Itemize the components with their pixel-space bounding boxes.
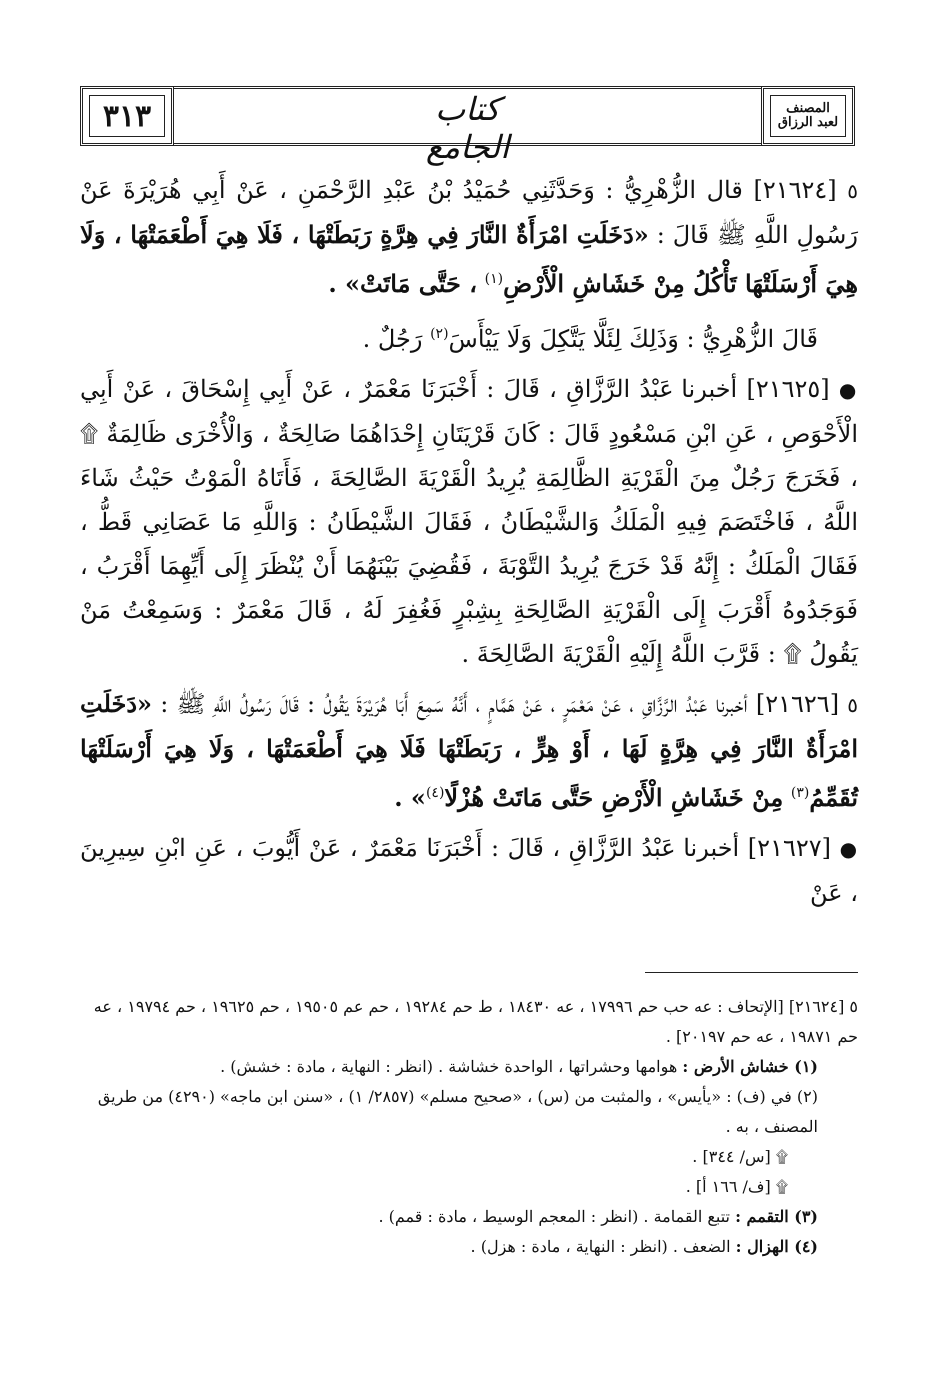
hadith-number: [٢١٦٢٧] — [747, 834, 831, 862]
page-number: ٣١٣ — [102, 98, 152, 134]
page-header — [80, 86, 855, 166]
ithaf-reference: ٥ [٢١٦٢٤] [الإتحاف : عه حب حم ١٧٩٩٦ ، عه ١٨٤٣٠ ، ط حم ١٩٢٨٤ ، حم عم ١٩٥٠٥ ، حم ١٩٦٢٥ ، حم ١٩٧٩٤ ، عه حم ١٩٨٧١ ، عه حم ٢٠١٩٧] . — [93, 997, 858, 1046]
zuhri-comment — [80, 312, 858, 361]
footnote-4 — [80, 1232, 858, 1262]
footnote-2: (٢) في (ف) : «يأيس» ، والمثبت من (س) ، «صحيح مسلم» (٢٨٥٧/ ١) ، «سنن ابن ماجه» (٤٢٩٠) من طريق المصنف ، به . — [97, 1087, 818, 1136]
hadith-21626 — [80, 682, 858, 820]
footnote-ref-1: (١) — [484, 271, 504, 287]
footnote-4-label: (٤) الهزال : — [735, 1237, 818, 1256]
footnote-separator — [645, 972, 858, 973]
author-line-2: لعبد الرزاق — [777, 115, 839, 130]
hadith-matn: «دَخَلَتِ امْرَأَةٌ النَّارَ فِي هِرَّةٍ لَهَا ، أَوْ هِرٍّ ، رَبَطَتْهَا فَلَا هِيَ أَطْعَمَتْهَا ، وَلَا هِيَ أَرْسَلَتْهَا تُقَمِّمُ — [80, 689, 858, 812]
manuscript-ref-2: ۩ [ف/ ١٦٦ أ] . — [685, 1177, 788, 1196]
hadith-matn-end: » . — [394, 783, 426, 812]
footnote-ref-3: (٣) — [790, 785, 810, 801]
page-number-box — [80, 86, 174, 146]
hadith-matn-mid: مِنْ خَشَاشِ الْأَرْضِ حَتَّى مَاتَتْ هُزْلًا — [444, 783, 784, 812]
footnote-ref-4: (٤) — [425, 785, 445, 801]
author-box — [761, 86, 855, 146]
hadith-matn-end: ، حَتَّى مَاتَتْ» . — [328, 269, 477, 298]
hadith-text: أخبرنا عَبْدُ الرَّزَّاقِ ، قَالَ : أَخْبَرَنَا مَعْمَرٌ ، عَنْ أَبِي إِسْحَاقَ ، عَنْ أَبِي الْأَحْوَصِ ، عَنِ ابْنِ مَسْعُودٍ قَالَ : كَانَ قَرْيَتَانِ إِحْدَاهُمَا صَالِحَةٌ ، وَالْأُخْرَى ظَالِمَةٌ ۩ ، فَخَرَجَ رَجُلٌ مِنَ الْقَرْيَةِ الظَّالِمَةِ يُرِيدُ الْقَرْيَةَ الصَّالِحَةَ ، فَأَتَاهُ الْمَوْتُ حَيْثُ شَاءَ اللَّهُ ، فَاخْتَصَمَ فِيهِ الْمَلَكُ وَالشَّيْطَانُ ، فَقَالَ الشَّيْطَانُ : وَاللَّهِ مَا عَصَانِي قَطُّ ، فَقَالَ الْمَلَكُ : إِنَّهُ قَدْ خَرَجَ يُرِيدُ التَّوْبَةَ ، فَقُضِيَ بَيْنَهُمَا أَنْ يُنْظَرَ إِلَى أَيِّهِمَا أَقْرَبُ ، فَوَجَدُوهُ أَقْرَبَ إِلَى الْقَرْيَةِ الصَّالِحَةِ بِشِبْرٍ فَغُفِرَ لَهُ ، قَالَ مَعْمَرٌ : وَسَمِعْتُ مَنْ يَقُولُ ۩ : قَرَّبَ اللَّهُ إِلَيْهِ الْقَرْيَةَ الصَّالِحَةَ . — [80, 375, 858, 668]
hadith-marker: ٥ — [847, 179, 859, 203]
comment-end: رَجُلٌ . — [362, 325, 423, 353]
footnote-1-text: هوامها وحشراتها ، الواحدة خشاشة . (انظر : النهاية ، مادة : خشش) . — [220, 1057, 678, 1076]
book-title: كتاب الجامع — [425, 90, 510, 166]
hadith-21625 — [80, 367, 858, 676]
hadith-intro: أخبرنا عَبْدُ الرَّزَّاقِ ، عَنْ مَعْمَرٍ ، عَنْ هَمَّامٍ ، أَنَّهُ سَمِعَ أَبَا هُرَيْرَةَ يَقُولُ : قَالَ رَسُولُ اللَّهِ ﷺ : — [160, 690, 748, 718]
hadith-marker: ● — [839, 837, 858, 861]
hadith-21624 — [80, 168, 858, 306]
main-text — [80, 168, 858, 921]
hadith-number: [٢١٦٢٦] — [755, 690, 840, 718]
footnote-3 — [80, 1202, 858, 1232]
author-line-1: المصنف — [786, 101, 830, 116]
hadith-number: [٢١٦٢٤] — [753, 176, 837, 204]
footnote-1 — [80, 1052, 858, 1082]
hadith-number: [٢١٦٢٥] — [746, 375, 830, 403]
footnote-ref-2: (٢) — [430, 326, 449, 342]
footnote-3-text: تتبع القمامة . (انظر : المعجم الوسيط ، مادة : قمم) . — [378, 1207, 730, 1226]
hadith-marker: ● — [838, 378, 858, 402]
hadith-21627 — [80, 826, 858, 915]
manuscript-ref-1: ۩ [س/ ٣٤٤] . — [692, 1147, 788, 1166]
footnote-3-label: (٣) التقمم : — [735, 1207, 818, 1226]
footnote-1-label: (١) خشاش الأرض : — [682, 1057, 818, 1076]
comment-text: قَالَ الزُّهْرِيُّ : وَذَلِكَ لِئَلَّا يَتَّكِلَ وَلَا يَيْأَسَ — [448, 325, 818, 353]
hadith-matn: «دَخَلَتِ امْرَأَةٌ النَّارَ فِي هِرَّةٍ رَبَطَتْهَا ، فَلَا هِيَ أَطْعَمَتْهَا ، وَلَا هِيَ أَرْسَلَتْهَا تَأْكُلُ مِنْ خَشَاشِ الْأَرْضِ — [80, 220, 858, 298]
hadith-text: أخبرنا عَبْدُ الرَّزَّاقِ ، قَالَ : أَخْبَرَنَا مَعْمَرٌ ، عَنْ أَيُّوبَ ، عَنِ ابْنِ سِيرِينَ ، عَنْ — [80, 834, 858, 907]
footnotes — [80, 992, 858, 1262]
footnote-4-text: الضعف . (انظر : النهاية ، مادة : هزل) . — [470, 1237, 731, 1256]
hadith-marker: ٥ — [847, 693, 858, 717]
hadith-intro: قال الزُّهْرِيُّ : وَحَدَّثَنِي حُمَيْدُ بْنُ عَبْدِ الرَّحْمَنِ ، عَنْ أَبِي هُرَيْرَةَ عَنْ رَسُولِ اللَّهِ ﷺ قَالَ : — [80, 176, 858, 249]
